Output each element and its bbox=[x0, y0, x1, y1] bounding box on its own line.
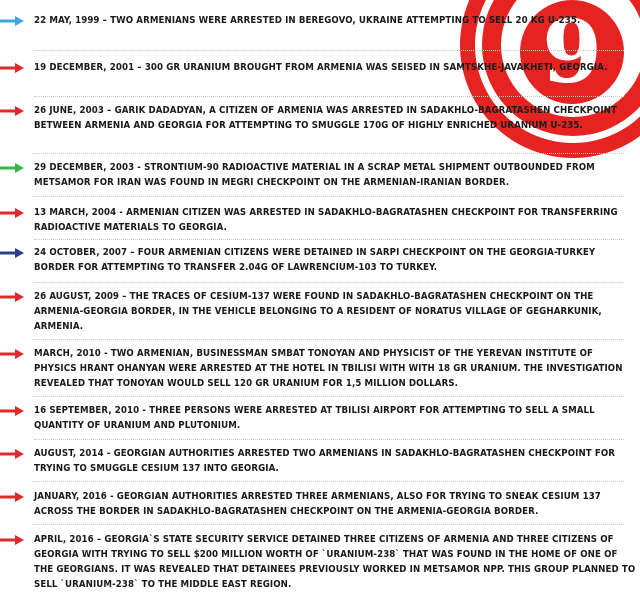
entry-divider bbox=[34, 239, 624, 240]
entry-divider bbox=[34, 282, 624, 283]
red-arrow-icon bbox=[0, 449, 24, 459]
entry-divider bbox=[34, 96, 624, 97]
red-arrow-icon bbox=[0, 492, 24, 502]
entry-divider bbox=[34, 339, 624, 340]
red-arrow-icon bbox=[0, 406, 24, 416]
badge-number: 9 bbox=[542, 2, 602, 103]
navy-arrow-icon bbox=[0, 248, 24, 258]
event-text: 29 DECEMBER, 2003 - STRONTIUM-90 RADIOACTIVE MATERIAL IN A SCRAP METAL SHIPMENT OUTBOUNDED FROM METSAMOR FOR IRAN WAS FOUND IN MEGRI CHECKPOINT ON THE ARMENIAN-IRANIAN BORDER. bbox=[34, 162, 595, 188]
red-arrow-icon bbox=[0, 349, 24, 359]
entry-divider bbox=[34, 439, 624, 440]
red-arrow-icon bbox=[0, 292, 24, 302]
red-arrow-icon bbox=[0, 63, 24, 73]
red-arrow-icon bbox=[0, 106, 24, 116]
event-text: 26 JUNE, 2003 – GARIK DADADYAN, A CITIZEN OF ARMENIA WAS ARRESTED IN SADAKHLO-BAGRATASHEN CHECKPOINT BETWEEN ARMENIA AND GEORGIA FOR ATTEMPTING TO SMUGGLE 170G OF HIGHLY ENRICHED URANIUM U-235. bbox=[34, 105, 617, 131]
event-text: APRIL, 2016 – GEORGIA`S STATE SECURITY SERVICE DETAINED THREE CITIZENS OF ARMENIA AND THREE CITIZENS OF GEORGIA WITH TRYING TO SELL $200 MILLION WORTH OF `URANIUM-238` THAT WAS FOUND IN THE HOME OF ONE OF THE GEORGIANS. IT WAS REVEALED THAT DETAINEES PREVIOUSLY WORKED IN METSAMOR NPP. THIS GROUP PLANNED TO SELL `URANIUM-238` TO THE MIDDLE EAST REGION. bbox=[34, 534, 636, 590]
entry-divider bbox=[34, 196, 624, 197]
event-text: MARCH, 2010 - TWO ARMENIAN, BUSINESSMAN SMBAT TONOYAN AND PHYSICIST OF THE YEREVAN INSTITUTE OF PHYSICS HRANT OHANYAN WERE ARRESTED AT THE HOTEL IN TBILISI WITH WITH 18 GR URANIUM. THE INVESTIGATION REVEALED THAT TONOYAN WOULD SELL 120 GR URANIUM FOR 1,5 MILLION DOLLARS. bbox=[34, 348, 623, 389]
event-text: 22 MAY, 1999 – TWO ARMENIANS WERE ARRESTED IN BEREGOVO, UKRAINE ATTEMPTING TO SELL 20 KG U-235. bbox=[34, 15, 581, 26]
entry-divider bbox=[34, 153, 624, 154]
event-text: 16 SEPTEMBER, 2010 - THREE PERSONS WERE ARRESTED AT TBILISI AIRPORT FOR ATTEMPTING TO SELL A SMALL QUANTITY OF URANIUM AND PLUTONIUM. bbox=[34, 405, 595, 431]
event-text: 19 DECEMBER, 2001 – 300 GR URANIUM BROUGHT FROM ARMENIA WAS SEISED IN SAMTSKHE-JAVAKHETI, GEORGIA. bbox=[34, 62, 608, 73]
green-arrow-icon bbox=[0, 163, 24, 173]
entry-divider bbox=[34, 481, 624, 482]
red-arrow-icon bbox=[0, 208, 24, 218]
red-arrow-icon bbox=[0, 535, 24, 545]
event-text: 24 OCTOBER, 2007 – FOUR ARMENIAN CITIZENS WERE DETAINED IN SARPI CHECKPOINT ON THE GEORGIA-TURKEY BORDER FOR ATTEMPTING TO TRANSFER 2.04G OF LAWRENCIUM-103 TO TURKEY. bbox=[34, 247, 596, 273]
blue-arrow-icon bbox=[0, 16, 24, 26]
entry-divider bbox=[34, 396, 624, 397]
entry-divider bbox=[34, 524, 624, 525]
event-text: AUGUST, 2014 - GEORGIAN AUTHORITIES ARRESTED TWO ARMENIANS IN SADAKHLO-BAGRATASHEN CHECKPOINT FOR TRYING TO SMUGGLE CESIUM 137 INTO GEORGIA. bbox=[34, 448, 616, 474]
event-text: 13 MARCH, 2004 - ARMENIAN CITIZEN WAS ARRESTED IN SADAKHLO-BAGRATASHEN CHECKPOINT FOR TRANSFERRING RADIOACTIVE MATERIALS TO GEORGIA. bbox=[34, 207, 618, 233]
event-text: 26 AUGUST, 2009 – THE TRACES OF CESIUM-137 WERE FOUND IN SADAKHLO-BAGRATASHEN CHECKPOINT ON THE ARMENIA-GEORGIA BORDER, IN THE VEHICLE BELONGING TO A RESIDENT OF NORATUS VILLAGE OF GEGHARKUNIK, ARMENIA. bbox=[34, 291, 602, 332]
event-text: JANUARY, 2016 - GEORGIAN AUTHORITIES ARRESTED THREE ARMENIANS, ALSO FOR TRYING TO SNEAK CESIUM 137 ACROSS THE BORDER IN SADAKHLO-BAGRATASHEN CHECKPOINT ON THE ARMENIA-GEORGIA BORDER. bbox=[34, 491, 601, 517]
entry-divider bbox=[34, 50, 624, 51]
